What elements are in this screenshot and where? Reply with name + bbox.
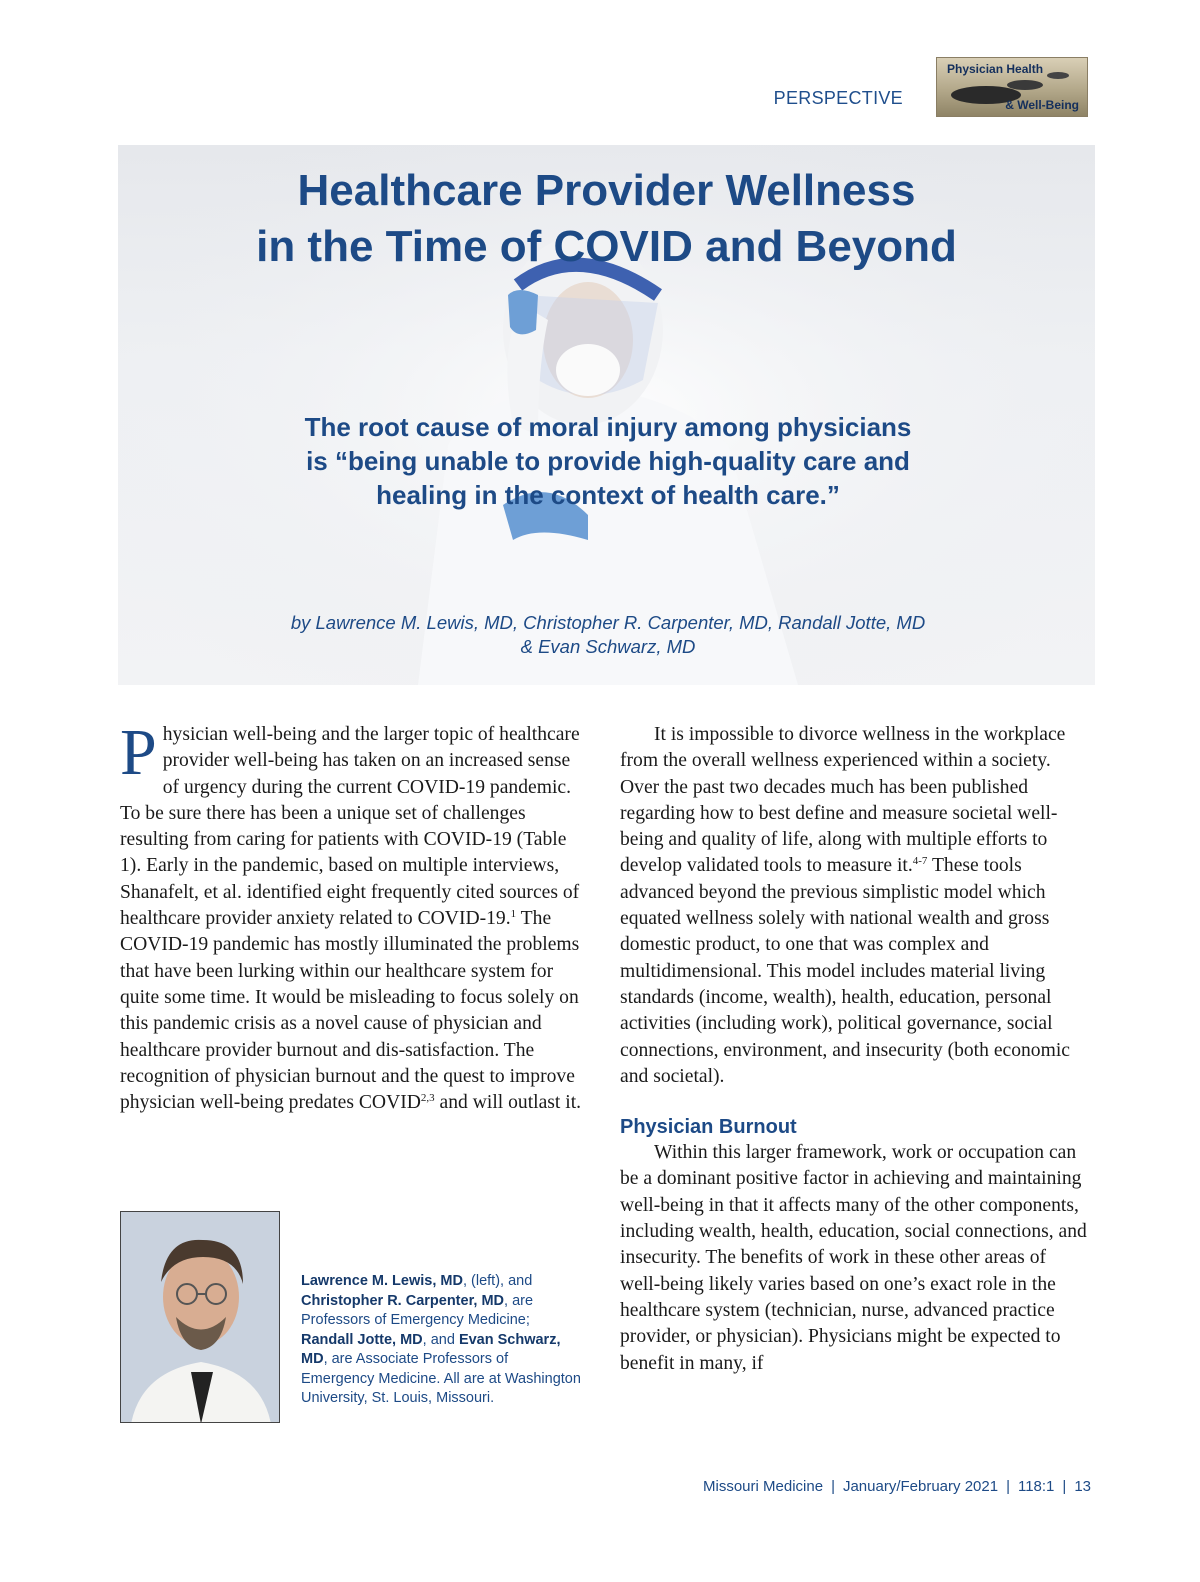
badge-line-2: & Well-Being — [1005, 98, 1079, 112]
body-text-2: These tools advanced beyond the previous simplistic model which equated wellness solely with national wealth and gross domestic product, to one that was complex and multidimensional. This model includes material living standards (income, wealth), health, education, personal activities (including work), political governance, social connections, environment, and insecurity (both economic and societal). — [620, 855, 1070, 1087]
body-paragraph: Within this larger framework, work or occupation can be a dominant positive factor in achieving and maintaining well-being in that it affects many of the other components, including wealth, health, education, social connections, and insecurity. The benefits of work in these other areas of well-being likely varies based on one’s exact role in the healthcare system (technician, nurse, advanced practice provider, or physician). Physicians might be expected to benefit in many, if — [620, 1142, 1087, 1374]
citation: 1 — [510, 908, 517, 921]
left-column — [120, 716, 590, 1116]
section-label: PERSPECTIVE — [773, 88, 903, 108]
citation: 2,3 — [420, 1092, 435, 1105]
author-portrait-illustration — [121, 1212, 280, 1423]
pull-quote — [208, 410, 1008, 512]
separator: | — [831, 1478, 835, 1495]
caption-text: , are Professors of Emergency Medicine; — [301, 1292, 534, 1328]
journal-name: Missouri Medicine — [703, 1478, 824, 1495]
byline-line-1: by Lawrence M. Lewis, MD, Christopher R. Carpenter, MD, Randall Jotte, MD — [290, 612, 926, 633]
author-name: Randall Jotte, MD — [301, 1331, 423, 1348]
physician-health-badge — [936, 57, 1088, 117]
caption-text: , are Associate Professors of Emergency Medicine. All are at Washington University, St. Louis, Missouri. — [301, 1351, 581, 1406]
intro-text-3: and will outlast it. — [434, 1092, 582, 1114]
stone-icon — [1007, 80, 1043, 90]
article-title — [118, 163, 1095, 275]
stone-icon — [1047, 72, 1069, 79]
caption-text: , and — [422, 1331, 459, 1348]
quote-line-3: healing in the context of health care.” — [376, 480, 840, 510]
quote-line-1: The root cause of moral injury among physicians — [304, 412, 912, 442]
page-number: 13 — [1074, 1478, 1091, 1495]
byline — [158, 611, 1058, 659]
title-line-1: Healthcare Provider Wellness — [297, 166, 916, 215]
citation: 4-7 — [912, 855, 928, 868]
separator: | — [1062, 1478, 1067, 1495]
intro-paragraph — [120, 716, 590, 1116]
section-heading: Physician Burnout — [620, 1116, 797, 1139]
caption-text: , (left), and — [462, 1273, 533, 1289]
intro-text-1: hysician well-being and the larger topic of healthcare provider well-being has taken on an increased sense of urgency during the current COVID-19 pandemic. To be sure there has been a unique set of challenges resulting from caring for patients with COVID-19 (Table 1). Early in the pandemic, based on multiple interviews, Shanafelt, et al. identified eight frequently cited sources of healthcare provider anxiety related to COVID-19. — [120, 724, 580, 930]
hero-banner — [118, 145, 1095, 685]
quote-line-2: is “being unable to provide high-quality care and — [306, 446, 910, 476]
author-caption — [301, 1272, 581, 1409]
author-photo — [120, 1211, 280, 1423]
volume: 118:1 — [1017, 1478, 1055, 1495]
separator: | — [1006, 1478, 1010, 1495]
author-name: Evan Schwarz, MD — [301, 1331, 561, 1367]
badge-line-1: Physician Health — [947, 62, 1044, 76]
body-text-1: It is impossible to divorce wellness in the workplace from the overall wellness experienced within a society. Over the past two decades much has been published regarding how to best define and measure societal well-being and quality of life, along with multiple efforts to develop validated tools to measure it. — [620, 724, 1066, 877]
body-paragraph — [620, 722, 1090, 1090]
right-column — [620, 722, 1090, 1377]
drop-cap: P — [120, 716, 157, 789]
byline-line-2: & Evan Schwarz, MD — [520, 636, 696, 657]
title-line-2: in the Time of COVID and Beyond — [256, 222, 957, 271]
issue-date: January/February 2021 — [842, 1478, 999, 1495]
intro-text-2: The COVID-19 pandemic has mostly illuminated the problems that have been lurking within our healthcare system for quite some time. It would be misleading to focus solely on this pandemic crisis as a novel cause of physician and healthcare provider burnout and dis-satisfaction. The recognition of physician burnout and the quest to improve physician well-being predates COVID — [120, 908, 580, 1114]
page-footer — [560, 1478, 1091, 1495]
author-name: Lawrence M. Lewis, MD — [301, 1273, 463, 1289]
author-name: Christopher R. Carpenter, MD — [301, 1292, 505, 1309]
